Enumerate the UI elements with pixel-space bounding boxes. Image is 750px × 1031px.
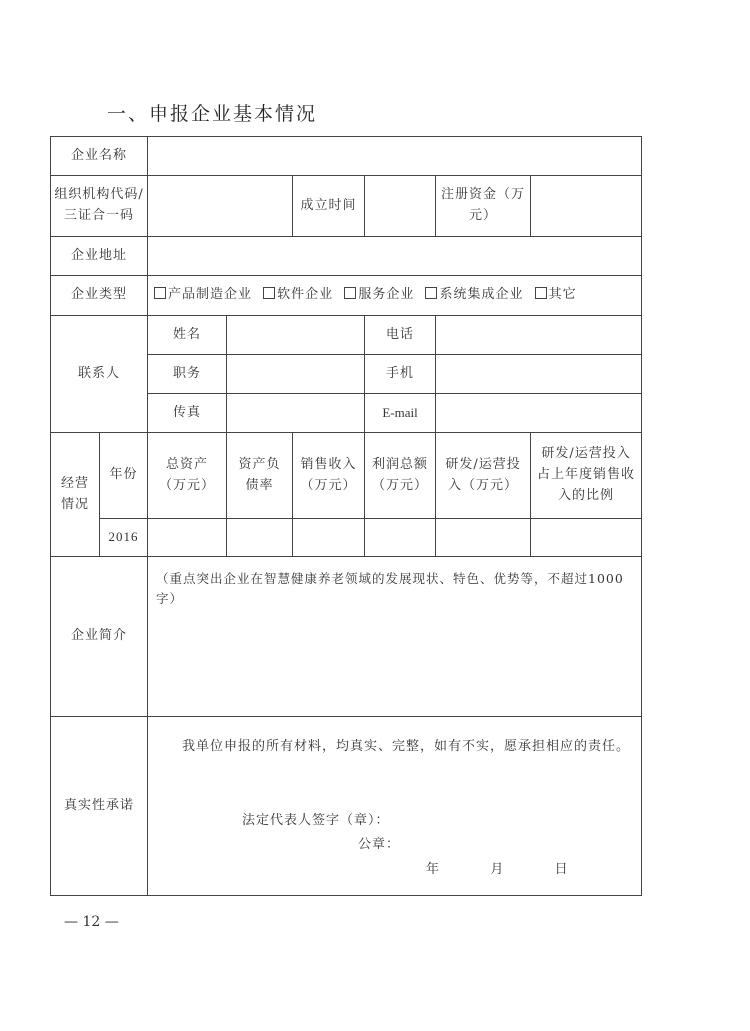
checkbox-icon[interactable] [263,287,275,299]
intro-label: 企业简介 [51,557,148,717]
checkbox-icon[interactable] [154,287,166,299]
commit-statement: 我单位申报的所有材料，均真实、完整，如有不实，愿承担相应的责任。 [182,739,631,754]
commit-seal-label: 公章： [358,837,401,852]
contact-phone-field[interactable] [436,316,642,355]
operation-header-rd-ratio: 研发/运营投入占上年度销售收入的比例 [531,433,642,519]
org-code-label: 组织机构代码/三证合一码 [51,176,148,237]
checkbox-icon[interactable] [344,287,356,299]
commit-area [148,717,642,896]
commit-label: 真实性承诺 [51,717,148,896]
established-field[interactable] [365,176,436,237]
capital-field[interactable] [531,176,642,237]
checkbox-icon[interactable] [425,287,437,299]
commit-signature-label: 法定代表人签字（章）： [242,813,390,828]
contact-phone-label: 电话 [365,316,436,355]
contact-email-field[interactable] [436,394,642,433]
operation-header-debt-ratio: 资产负债率 [227,433,293,519]
date-month-label: 月 [490,862,505,877]
company-type-label: 企业类型 [51,276,148,316]
operation-debt-ratio-field[interactable] [227,519,293,557]
checkbox-icon[interactable] [535,287,547,299]
intro-note: （重点突出企业在智慧健康养老领域的发展现状、特色、优势等，不超过1000字） [156,571,624,606]
operation-sales-field[interactable] [293,519,365,557]
contact-email-label: E-mail [365,394,436,433]
contact-fax-field[interactable] [227,394,365,433]
operation-header-assets: 总资产（万元） [148,433,227,519]
contact-mobile-field[interactable] [436,355,642,394]
operation-assets-field[interactable] [148,519,227,557]
operation-rd-investment-field[interactable] [436,519,531,557]
date-day-label: 日 [554,862,569,877]
operation-label: 经营情况 [51,433,100,557]
operation-year-2016: 2016 [100,519,148,557]
contact-label: 联系人 [51,316,148,433]
capital-label: 注册资金（万元） [436,176,531,237]
company-type-options [148,276,642,316]
operation-rd-ratio-field[interactable] [531,519,642,557]
contact-fax-label: 传真 [148,394,227,433]
intro-field[interactable] [148,557,642,717]
contact-position-label: 职务 [148,355,227,394]
type-option-service[interactable]: 服务企业 [344,287,414,302]
company-name-field[interactable] [148,137,642,176]
operation-header-sales: 销售收入（万元） [293,433,365,519]
type-option-integration[interactable]: 系统集成企业 [425,287,523,302]
org-code-field[interactable] [148,176,293,237]
contact-position-field[interactable] [227,355,365,394]
contact-name-label: 姓名 [148,316,227,355]
contact-mobile-label: 手机 [365,355,436,394]
operation-header-rd-investment: 研发/运营投入（万元） [436,433,531,519]
address-label: 企业地址 [51,237,148,276]
company-name-label: 企业名称 [51,137,148,176]
page-number: — 12 — [64,914,119,930]
company-info-form [50,136,642,896]
type-option-manufacturing[interactable]: 产品制造企业 [154,287,252,302]
address-field[interactable] [148,237,642,276]
operation-profit-field[interactable] [365,519,436,557]
type-option-software[interactable]: 软件企业 [263,287,333,302]
operation-header-profit: 利润总额（万元） [365,433,436,519]
commit-date [426,860,569,881]
established-label: 成立时间 [293,176,365,237]
contact-name-field[interactable] [227,316,365,355]
type-option-other[interactable]: 其它 [535,287,577,302]
operation-header-year: 年份 [100,433,148,519]
section-heading: 一、申报企业基本情况 [107,103,318,125]
date-year-label: 年 [426,862,441,877]
